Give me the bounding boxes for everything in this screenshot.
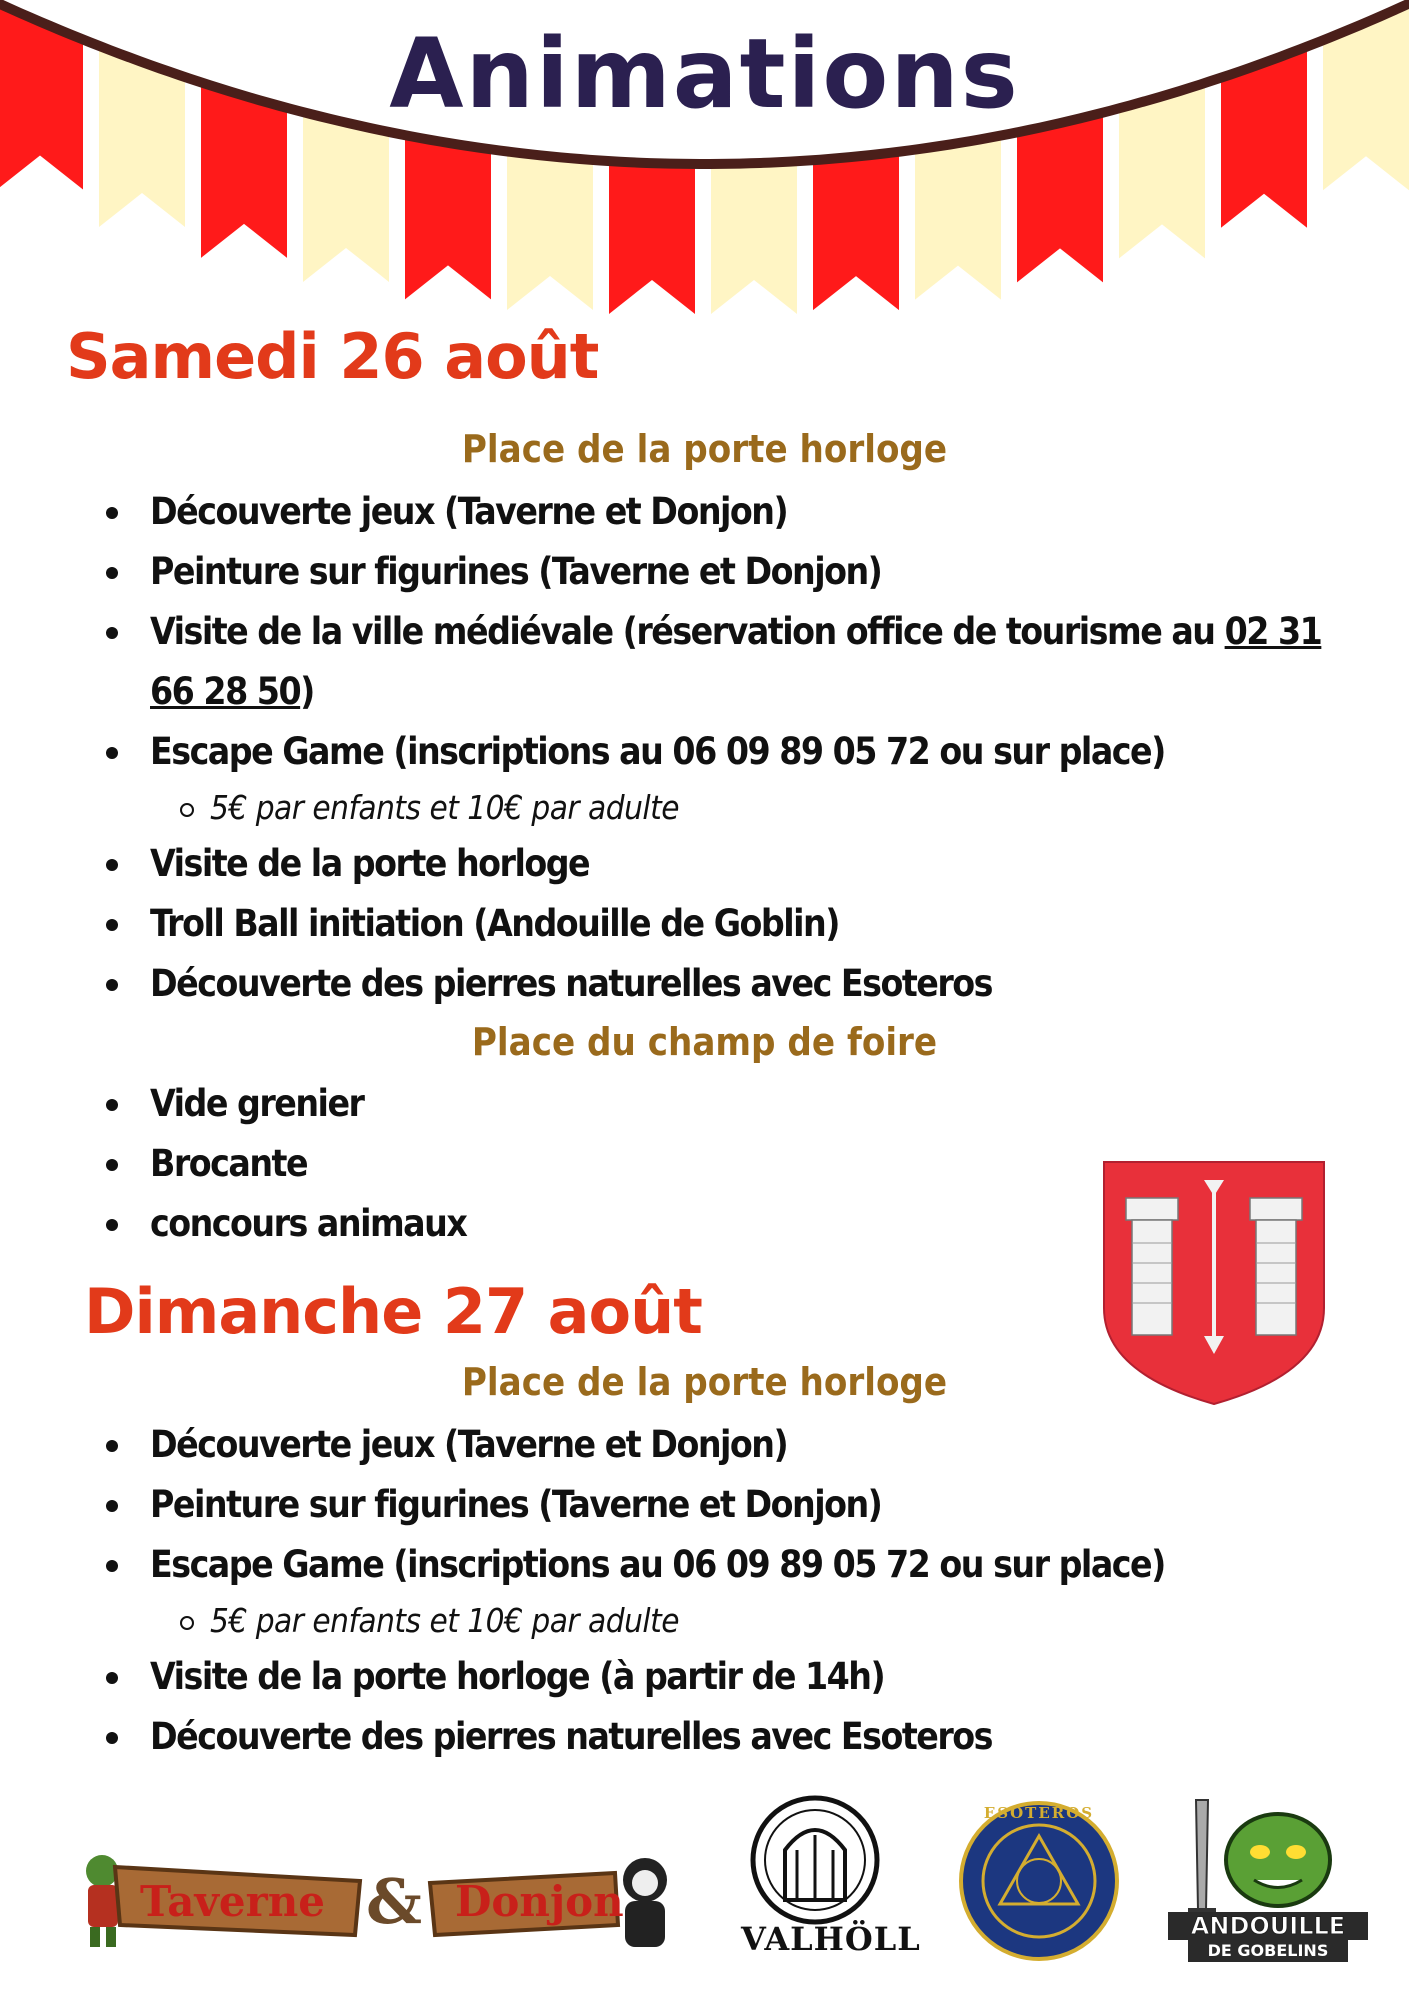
donjon-label: Donjon [455, 1877, 624, 1926]
taverne-label: Taverne [140, 1877, 325, 1926]
tourism-office-phone-link[interactable]: 02 31 66 28 50 [150, 610, 1322, 713]
ampersand-label: & [366, 1865, 422, 1938]
list-item: concours animaux [100, 1194, 1360, 1254]
list-item: Peinture sur figurines (Taverne et Donjon) [100, 542, 1360, 602]
list-item: Peinture sur figurines (Taverne et Donjon) [100, 1475, 1360, 1535]
list-item: Brocante [100, 1134, 1360, 1194]
bunting-flag [405, 135, 491, 299]
list-subitem: 5€ par enfants et 10€ par adulte [100, 1595, 1360, 1647]
list-item: Visite de la ville médiévale (réservation office de tourisme au 02 31 66 28 50) [100, 602, 1360, 722]
valholl-label: VALHÖLL [741, 1920, 921, 1958]
list-item: Vide grenier [100, 1074, 1360, 1134]
list-item: Visite de la porte horloge [100, 834, 1360, 894]
list-item: Escape Game (inscriptions au 06 09 89 05 72 ou sur place) [100, 722, 1360, 782]
sunday-place-porte-horloge: Place de la porte horloge [461, 1360, 948, 1404]
bunting-flag [915, 136, 1001, 300]
saturday-heading: Samedi 26 août [66, 320, 599, 393]
list-item: Visite de la porte horloge (à partir de 14h) [100, 1647, 1360, 1707]
bunting-flag [711, 161, 797, 314]
valholl-logo [735, 1790, 921, 1960]
bunting-flag [507, 151, 593, 310]
list-item: Escape Game (inscriptions au 06 09 89 05 72 ou sur place) [100, 1535, 1360, 1595]
page-title: Animations [389, 18, 1020, 130]
bunting-flag [813, 152, 899, 310]
taverne-et-donjon-logo [70, 1835, 680, 1955]
saturday-place-porte-horloge: Place de la porte horloge [461, 427, 948, 471]
coat-of-arms-icon [1100, 1158, 1328, 1408]
sunday-heading: Dimanche 27 août [84, 1275, 702, 1348]
list-item: Troll Ball initiation (Andouille de Goblin) [100, 894, 1360, 954]
list-subitem: 5€ par enfants et 10€ par adulte [100, 782, 1360, 834]
list-item: Découverte jeux (Taverne et Donjon) [100, 1415, 1360, 1475]
esoteros-label: ESOTEROS [983, 1804, 1095, 1822]
andouille-label-line2: DE GOBELINS [1188, 1940, 1348, 1962]
saturday-activity-list [100, 482, 1360, 1014]
bunting-flag [609, 161, 695, 314]
bunting-flag [303, 112, 389, 282]
sunday-activity-list [100, 1415, 1360, 1767]
list-item: Découverte des pierres naturelles avec Esoteros [100, 954, 1360, 1014]
esoteros-logo [958, 1800, 1120, 1962]
andouille-label-line1: ANDOUILLE [1168, 1912, 1368, 1940]
bunting-flag [1017, 113, 1103, 283]
list-item: Découverte jeux (Taverne et Donjon) [100, 482, 1360, 542]
saturday-place-champ-de-foire: Place du champ de foire [471, 1020, 938, 1064]
andouille-de-gobelins-logo [1168, 1790, 1368, 1970]
list-item: Découverte des pierres naturelles avec Esoteros [100, 1707, 1360, 1767]
